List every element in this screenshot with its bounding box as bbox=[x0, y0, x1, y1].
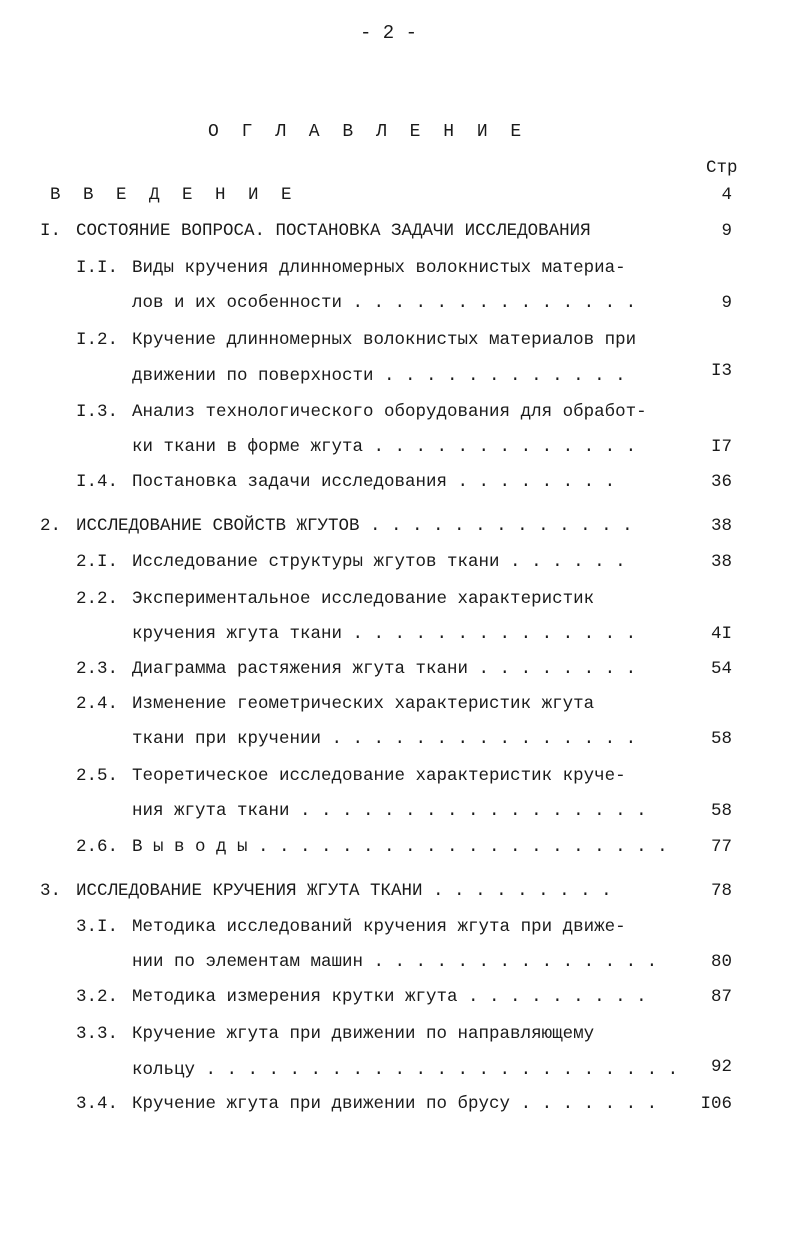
toc-entry-text: ИССЛЕДОВАНИЕ СВОЙСТВ ЖГУТОВ . . . . . . . . . . . . . bbox=[76, 516, 633, 536]
toc-entry-number: I.3. bbox=[76, 402, 119, 422]
toc-entry-page: 9 bbox=[721, 293, 732, 313]
toc-entry-text: Методика измерения крутки жгута . . . . . . . . . bbox=[132, 987, 647, 1007]
toc-entry-page: 77 bbox=[710, 837, 732, 857]
toc-entry-page: I3 bbox=[710, 361, 732, 381]
toc-entry-number: I.2. bbox=[76, 330, 119, 350]
toc-entry-text: кручения жгута ткани . . . . . . . . . . . . . . bbox=[132, 624, 637, 644]
toc-entry-text: Изменение геометрических характеристик жгута bbox=[132, 694, 595, 714]
toc-entry-page: 9 bbox=[721, 221, 732, 241]
toc-entry-text: Методика исследований кручения жгута при движе- bbox=[132, 917, 626, 937]
toc-entry-text: Кручение жгута при движении по направляющему bbox=[132, 1024, 595, 1044]
page-number: - 2 - bbox=[360, 22, 418, 44]
toc-entry-number: 3. bbox=[40, 881, 62, 901]
toc-entry-number: 2. bbox=[40, 516, 62, 536]
toc-entry-number: 2.I. bbox=[76, 552, 119, 572]
toc-entry-page: 92 bbox=[710, 1057, 732, 1077]
toc-entry-page: I7 bbox=[710, 437, 732, 457]
toc-entry-number: 2.5. bbox=[76, 766, 119, 786]
toc-entry-page: 80 bbox=[710, 952, 732, 972]
toc-entry-text: Постановка задачи исследования . . . . . . . . bbox=[132, 472, 616, 492]
toc-entry-page: 4I bbox=[710, 624, 732, 644]
toc-entry-page: 4 bbox=[721, 185, 732, 205]
toc-entry-number: I. bbox=[40, 221, 62, 241]
toc-entry-text: Экспериментальное исследование характеристик bbox=[132, 589, 595, 609]
toc-entry-text: движении по поверхности . . . . . . . . . . . . bbox=[132, 366, 626, 386]
toc-entry-text: ткани при кручении . . . . . . . . . . . . . . . bbox=[132, 729, 637, 749]
toc-entry-number: 2.6. bbox=[76, 837, 119, 857]
toc-entry-number: 3.3. bbox=[76, 1024, 119, 1044]
toc-entry-number: 2.3. bbox=[76, 659, 119, 679]
toc-entry-text: ния жгута ткани . . . . . . . . . . . . . . . . . bbox=[132, 801, 647, 821]
toc-entry-text: лов и их особенности . . . . . . . . . . . . . . bbox=[132, 293, 637, 313]
toc-entry-number: I.4. bbox=[76, 472, 119, 492]
toc-entry-page: 87 bbox=[710, 987, 732, 1007]
toc-entry-text: ки ткани в форме жгута . . . . . . . . . . . . . bbox=[132, 437, 637, 457]
toc-entry-number: 3.4. bbox=[76, 1094, 119, 1114]
toc-entry-text: Кручение длинномерных волокнистых материалов при bbox=[132, 330, 637, 350]
toc-entry-text: Исследование структуры жгутов ткани . . . . . . bbox=[132, 552, 626, 572]
toc-entry-text: Виды кручения длинномерных волокнистых материа- bbox=[132, 258, 626, 278]
page-column-label: Стр bbox=[706, 158, 738, 178]
toc-entry-text: В В Е Д Е Н И Е bbox=[50, 185, 298, 205]
toc-entry-text: Теоретическое исследование характеристик круче- bbox=[132, 766, 626, 786]
toc-entry-text: нии по элементам машин . . . . . . . . . . . . . . bbox=[132, 952, 658, 972]
toc-entry-page: 36 bbox=[710, 472, 732, 492]
toc-entry-page: 38 bbox=[710, 552, 732, 572]
toc-entry-text: кольцу . . . . . . . . . . . . . . . . . . . . . . . bbox=[132, 1060, 679, 1080]
toc-entry-text: ИССЛЕДОВАНИЕ КРУЧЕНИЯ ЖГУТА ТКАНИ . . . . . . . . . bbox=[76, 881, 612, 901]
toc-entry-page: 38 bbox=[710, 516, 732, 536]
toc-entry-page: 78 bbox=[710, 881, 732, 901]
page-title: О Г Л А В Л Е Н И Е bbox=[208, 122, 528, 142]
toc-entry-text: Анализ технологического оборудования для обработ- bbox=[132, 402, 647, 422]
toc-entry-number: I.I. bbox=[76, 258, 119, 278]
toc-entry-number: 2.2. bbox=[76, 589, 119, 609]
toc-entry-number: 3.2. bbox=[76, 987, 119, 1007]
toc-entry-number: 3.I. bbox=[76, 917, 119, 937]
toc-entry-number: 2.4. bbox=[76, 694, 119, 714]
toc-entry-page: I06 bbox=[700, 1094, 732, 1114]
toc-entry-page: 54 bbox=[710, 659, 732, 679]
toc-entry-text: Диаграмма растяжения жгута ткани . . . . . . . . bbox=[132, 659, 637, 679]
toc-entry-text: В ы в о д ы . . . . . . . . . . . . . . . . . . . . bbox=[132, 837, 668, 857]
toc-entry-text: Кручение жгута при движении по брусу . . . . . . . bbox=[132, 1094, 658, 1114]
toc-entry-page: 58 bbox=[710, 801, 732, 821]
toc-entry-page: 58 bbox=[710, 729, 732, 749]
toc-entry-text: СОСТОЯНИЕ ВОПРОСА. ПОСТАНОВКА ЗАДАЧИ ИССЛЕДОВАНИЯ bbox=[76, 221, 591, 241]
